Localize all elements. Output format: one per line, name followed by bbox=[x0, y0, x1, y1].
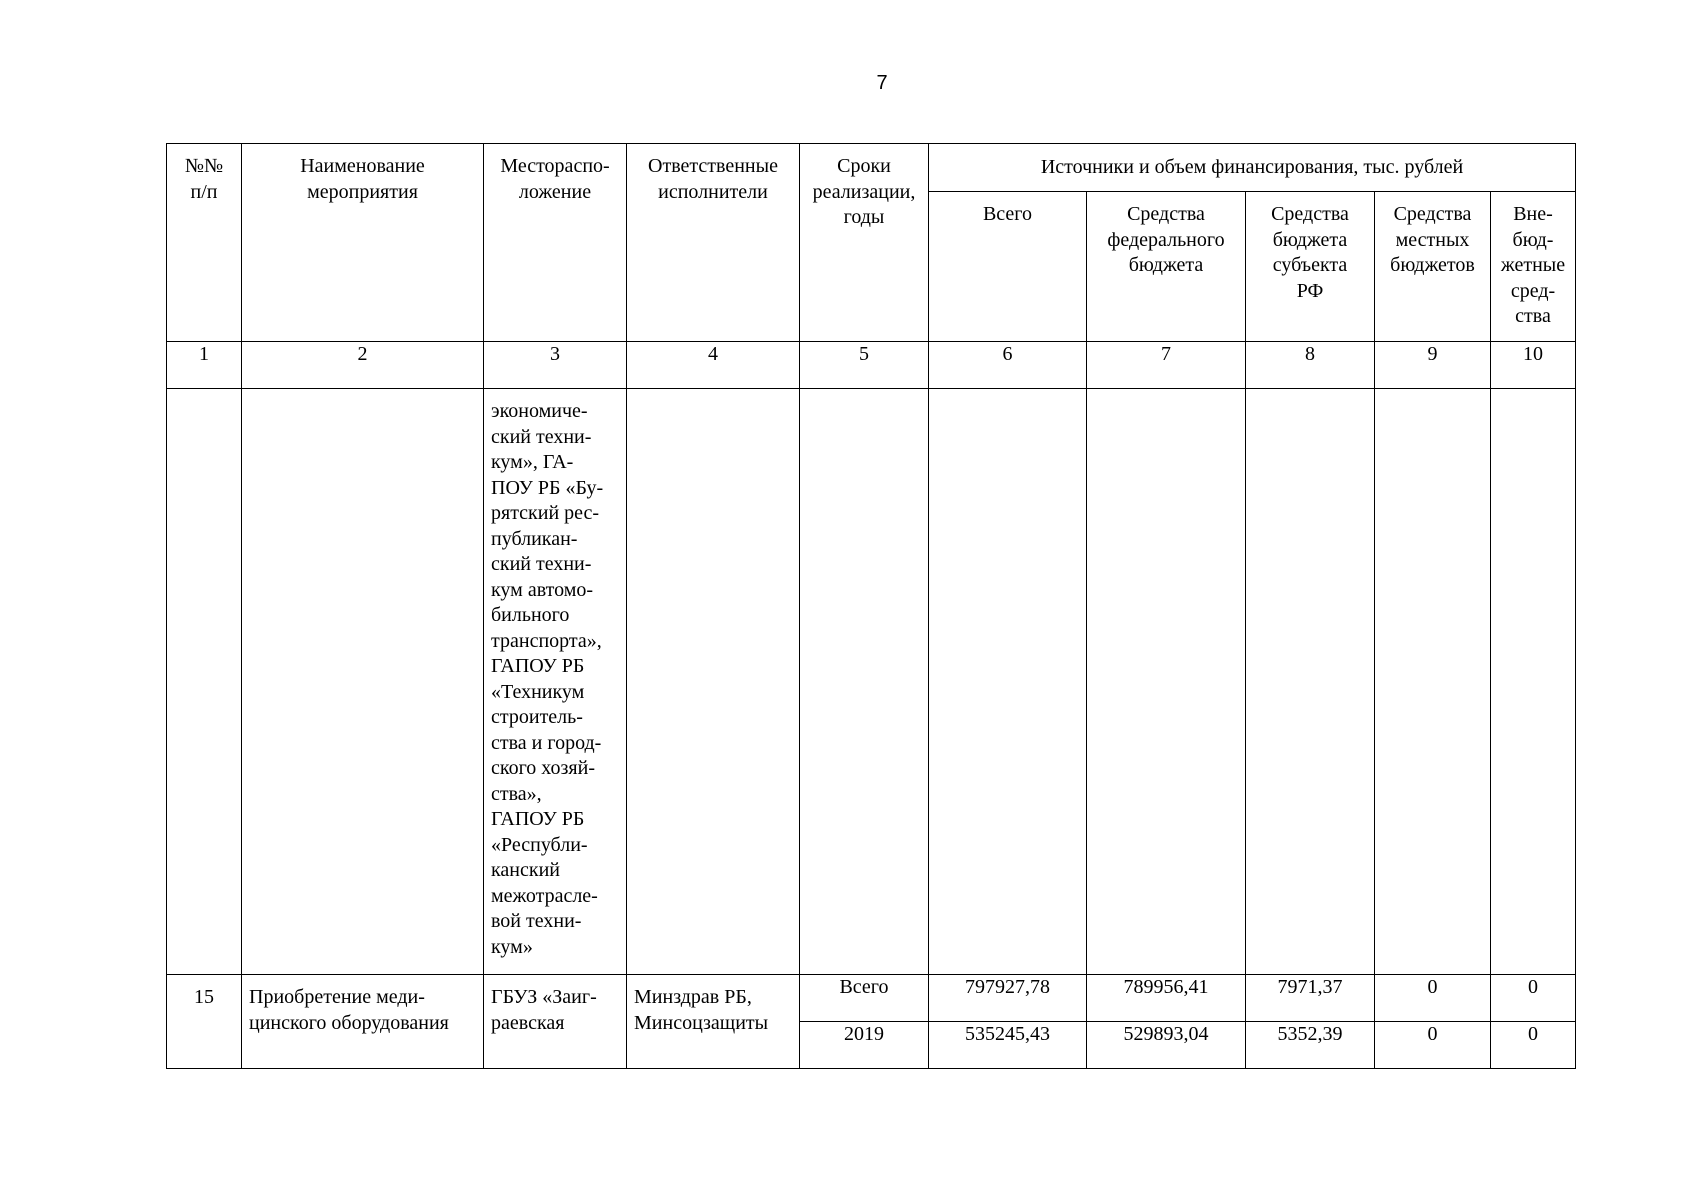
location-line: ского хозяй- bbox=[491, 757, 595, 779]
continuation-row bbox=[167, 389, 1576, 975]
federal-budget-cell: 789956,41 bbox=[1087, 975, 1246, 1022]
header-text: годы bbox=[843, 206, 885, 228]
header-text: №№ bbox=[184, 155, 224, 177]
location-line: кум» bbox=[491, 935, 533, 958]
header-col-7 bbox=[1087, 192, 1246, 342]
header-text: ства bbox=[1515, 305, 1551, 327]
header-text: Ответственные bbox=[648, 155, 778, 177]
subject-budget-cell: 7971,37 bbox=[1246, 975, 1375, 1022]
location-line: канский bbox=[491, 859, 560, 881]
period-cell: 2019 bbox=[800, 1022, 929, 1069]
header-text: Вне- bbox=[1513, 203, 1553, 225]
location-line: кум», ГА- bbox=[491, 451, 574, 473]
header-text: местных bbox=[1395, 228, 1470, 251]
header-text: Сроки bbox=[837, 155, 891, 177]
item-15-row-total bbox=[167, 975, 1576, 1022]
location-line: ГАПОУ РБ bbox=[491, 808, 585, 830]
location-line: ства и город- bbox=[491, 731, 602, 754]
column-number: 4 bbox=[627, 342, 800, 389]
subject-budget-cell: 5352,39 bbox=[1246, 1022, 1375, 1069]
header-text: Наименование bbox=[300, 155, 425, 177]
header-col-9 bbox=[1375, 192, 1491, 342]
header-text: бюджета bbox=[1128, 254, 1204, 276]
location-line: экономиче- bbox=[491, 400, 588, 422]
header-financing-group: Источники и объем финансирования, тыс. рублей bbox=[929, 144, 1576, 192]
total-cell: 797927,78 bbox=[929, 975, 1087, 1022]
header-text: субъекта bbox=[1272, 254, 1348, 276]
location-line: межотрасле- bbox=[491, 884, 598, 907]
location-line: бильного bbox=[491, 604, 570, 626]
period-cell: Всего bbox=[800, 975, 929, 1022]
location-line: ский техни- bbox=[491, 553, 592, 575]
item-location-cell bbox=[484, 975, 627, 1069]
empty-cell bbox=[1246, 389, 1375, 975]
header-row-1 bbox=[167, 144, 1576, 192]
location-line: «Республи- bbox=[491, 833, 588, 856]
empty-cell bbox=[167, 389, 242, 975]
empty-cell bbox=[627, 389, 800, 975]
column-number: 5 bbox=[800, 342, 929, 389]
location-line: транспорта», bbox=[491, 629, 602, 652]
header-text: Средства bbox=[1271, 203, 1349, 225]
header-text: Средства bbox=[1127, 203, 1205, 225]
header-col-4 bbox=[627, 144, 800, 342]
header-text: бюджета bbox=[1272, 228, 1348, 251]
item-location-line: ГБУЗ «Заиг- bbox=[491, 986, 597, 1008]
header-text: Средства bbox=[1393, 203, 1472, 225]
location-line: «Техникум bbox=[491, 680, 585, 703]
location-line: публикан- bbox=[491, 527, 578, 550]
item-number: 15 bbox=[167, 975, 242, 1069]
item-name-cell bbox=[242, 975, 484, 1069]
empty-cell bbox=[242, 389, 484, 975]
header-text: Местораспо- bbox=[500, 155, 610, 177]
header-col-10 bbox=[1491, 192, 1576, 342]
location-line: рятский рес- bbox=[491, 502, 600, 524]
location-line: вой техни- bbox=[491, 910, 582, 932]
header-col-3 bbox=[484, 144, 627, 342]
location-line: кум автомо- bbox=[491, 578, 594, 601]
header-col-5 bbox=[800, 144, 929, 342]
header-text: Всего bbox=[982, 203, 1033, 225]
header-text: РФ bbox=[1296, 279, 1324, 302]
local-budget-cell: 0 bbox=[1375, 975, 1491, 1022]
header-text: реализации, bbox=[812, 180, 916, 203]
column-number: 3 bbox=[484, 342, 627, 389]
header-text: сред- bbox=[1510, 279, 1556, 302]
column-number: 1 bbox=[167, 342, 242, 389]
location-line: ства», bbox=[491, 782, 542, 805]
item-executors-line: Минздрав РБ, bbox=[634, 986, 752, 1008]
header-text: ложение bbox=[518, 180, 592, 203]
item-executors-cell bbox=[627, 975, 800, 1069]
extra-budgetary-cell: 0 bbox=[1491, 1022, 1576, 1069]
location-line: ский техни- bbox=[491, 425, 592, 448]
column-number: 7 bbox=[1087, 342, 1246, 389]
page-number: 7 bbox=[876, 72, 888, 94]
location-line: ГАПОУ РБ bbox=[491, 655, 585, 677]
item-location-line: раевская bbox=[491, 1011, 565, 1034]
header-col-2 bbox=[242, 144, 484, 342]
header-text: исполнители bbox=[658, 180, 768, 203]
header-text: бюджетов bbox=[1390, 254, 1475, 276]
continuation-location-cell bbox=[484, 389, 627, 975]
header-text: бюд- bbox=[1512, 228, 1554, 251]
header-text: п/п bbox=[190, 180, 218, 203]
header-text: жетные bbox=[1500, 254, 1566, 276]
federal-budget-cell: 529893,04 bbox=[1087, 1022, 1246, 1069]
extra-budgetary-cell: 0 bbox=[1491, 975, 1576, 1022]
column-number: 6 bbox=[929, 342, 1087, 389]
header-col-6 bbox=[929, 192, 1087, 342]
header-col-8 bbox=[1246, 192, 1375, 342]
empty-cell bbox=[800, 389, 929, 975]
item-name-line: Приобретение меди- bbox=[249, 986, 425, 1008]
header-text: мероприятия bbox=[307, 180, 418, 203]
item-executors-line: Минсоцзащиты bbox=[634, 1011, 769, 1034]
item-name-line: цинского оборудования bbox=[249, 1011, 449, 1034]
empty-cell bbox=[1087, 389, 1246, 975]
total-cell: 535245,43 bbox=[929, 1022, 1087, 1069]
header-text: федерального bbox=[1107, 228, 1225, 251]
column-number: 8 bbox=[1246, 342, 1375, 389]
empty-cell bbox=[1375, 389, 1491, 975]
location-line: ПОУ РБ «Бу- bbox=[491, 476, 604, 499]
empty-cell bbox=[929, 389, 1087, 975]
empty-cell bbox=[1491, 389, 1576, 975]
column-number: 9 bbox=[1375, 342, 1491, 389]
location-line: строитель- bbox=[491, 706, 583, 728]
financing-table bbox=[166, 143, 1576, 1069]
header-col-1 bbox=[167, 144, 242, 342]
column-number-row bbox=[167, 342, 1576, 389]
column-number: 10 bbox=[1491, 342, 1576, 389]
column-number: 2 bbox=[242, 342, 484, 389]
local-budget-cell: 0 bbox=[1375, 1022, 1491, 1069]
